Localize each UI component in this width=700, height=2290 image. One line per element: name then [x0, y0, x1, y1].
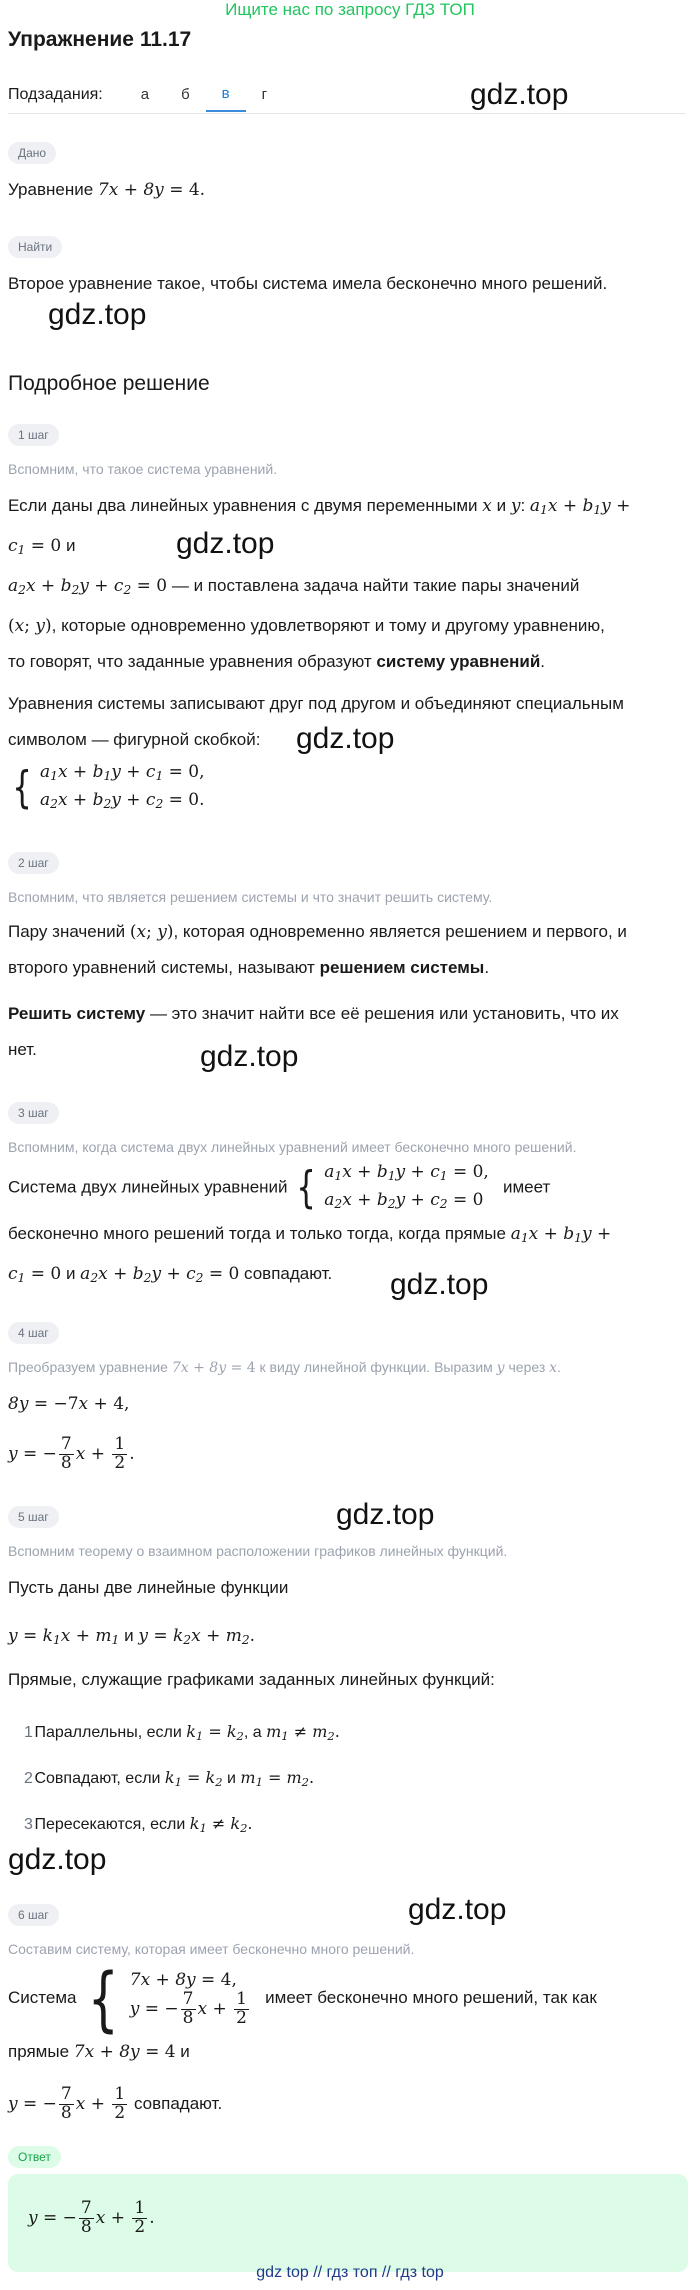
watermark: gdz.top — [408, 1893, 507, 1926]
step-4-eq-2: y = − $\frac{7}{8}$ x + $\frac{1}{2}$ . — [8, 1434, 135, 1473]
step-3-note: Вспомним, когда система двух линейных уравнений имеет бесконечно много решений. — [8, 1139, 577, 1155]
watermark: gdz.top — [390, 1268, 489, 1301]
step-2-text: Пару значений (x; y), которая одновременно является решением и первого, и второго уравнений системы, называют решением системы. — [8, 922, 627, 977]
tab-v[interactable]: в — [206, 77, 246, 112]
step-1-note: Вспомним, что такое система уравнений. — [8, 461, 278, 477]
step-5-text: Пусть даны две линейные функции — [8, 1578, 289, 1597]
watermark: gdz.top — [336, 1498, 435, 1531]
given-chip: Дано — [8, 142, 56, 164]
list-item: 2 Совпадают, если $k_1 = k_2$ и $m_1 = m_2$. — [24, 1768, 315, 1789]
tab-a[interactable]: а — [140, 86, 150, 103]
step-1-chip: 1 шаг — [8, 424, 59, 446]
step-4-chip: 4 шаг — [8, 1322, 59, 1344]
step-5-text-2: Прямые, служащие графиками заданных линейных функций: — [8, 1670, 495, 1689]
step-3-text: Система двух линейных уравнений { $a_1x + b_1y + c_1 = 0$, $a_2x + b_2y + c_2 = 0$ имеет — [8, 1162, 551, 1214]
watermark: gdz.top — [176, 527, 275, 560]
step-1-text-2: $a_2x + b_2y + c_2 = 0$ — и поставлена задача найти такие пары значений (x; y), которые одновременно удовлетворяют и тому и другому уравнению, то говорят, что заданные уравнения образуют систему уравнений. — [8, 576, 605, 672]
step-4-eq-1: 8y = −7x + 4, — [8, 1394, 130, 1414]
answer-box — [8, 2174, 688, 2272]
step-6-text: прямые 7x + 8y = 4 и — [8, 2042, 190, 2062]
find-text: Второе уравнение такое, чтобы система имела бесконечно много решений. — [8, 274, 608, 293]
footer-links[interactable]: gdz top // гдз топ // гдз top — [256, 2264, 444, 2281]
step-6-text-2: y = − $\frac{7}{8}$ x + $\frac{1}{2}$ совпадают. — [8, 2084, 223, 2123]
given-text: Уравнение 7x + 8y = 4. — [8, 180, 206, 200]
step-2-note: Вспомним, что является решением системы и что значит решить систему. — [8, 889, 493, 905]
step-5-functions: $y = k_1x + m_1$ и $y = k_2x + m_2$. — [8, 1626, 256, 1648]
watermark: gdz.top — [470, 78, 569, 111]
watermark: gdz.top — [200, 1040, 299, 1073]
step-3-text-2: бесконечно много решений тогда и только тогда, когда прямые $a_1x + b_1y$ + $c_1 = 0$ и $a_2x + b_2y + c_2 = 0$ совпадают. — [8, 1224, 612, 1286]
step-6-note: Составим систему, которая имеет бесконечно много решений. — [8, 1941, 415, 1957]
page-title: Упражнение 11.17 — [8, 28, 192, 51]
step-4-note: Преобразуем уравнение 7x + 8y = 4 к виду линейной функции. Выразим y через x. — [8, 1359, 561, 1376]
step-5-chip: 5 шаг — [8, 1506, 59, 1528]
list-item: 3 Пересекаются, если $k_1 \ne k_2$. — [24, 1814, 253, 1835]
solution-heading: Подробное решение — [8, 372, 210, 395]
subtasks-label: Подзадания: — [8, 85, 103, 103]
step-5-note: Вспомним теорему о взаимном расположении графиков линейных функций. — [8, 1543, 508, 1559]
subtasks-bar — [8, 76, 686, 114]
find-chip: Найти — [8, 236, 62, 258]
tab-b[interactable]: б — [181, 86, 190, 103]
step-6-chip: 6 шаг — [8, 1904, 59, 1926]
step-3-chip: 3 шаг — [8, 1102, 59, 1124]
watermark: gdz.top — [48, 298, 147, 331]
watermark: gdz.top — [8, 1843, 107, 1876]
step-2-text-2: Решить систему — это значит найти все её решения или установить, что их нет. — [8, 1004, 619, 1059]
answer-chip: Ответ — [8, 2146, 61, 2168]
step-2-chip: 2 шаг — [8, 852, 59, 874]
answer-formula: y = − $\frac{7}{8}$ x + $\frac{1}{2}$ . — [28, 2198, 155, 2237]
list-item: 1 Параллельны, если $k_1 = k_2$, а $m_1 \ne m_2$. — [24, 1722, 340, 1743]
step-1-text: Если даны два линейных уравнения с двумя переменными x и y: $a_1x + b_1y$ + $c_1 = 0$ и — [8, 496, 631, 558]
tab-g[interactable]: г — [261, 86, 268, 103]
step-1-system: { $a_1x + b_1y + c_1 = 0$, $a_2x + b_2y + c_2 = 0$. — [12, 762, 205, 814]
step-1-text-3: Уравнения системы записывают друг под другом и объединяют специальным символом — фигурной скобкой: — [8, 694, 624, 749]
watermark: gdz.top — [296, 722, 395, 755]
step-6-system: Система { 7x + 8y = 4, y = − $\frac{7}{8}$ x + $\frac{1}{2}$ имеет бесконечно много решений, так как — [8, 1957, 597, 2040]
promo-banner[interactable]: Ищите нас по запросу ГДЗ ТОП — [225, 0, 475, 19]
